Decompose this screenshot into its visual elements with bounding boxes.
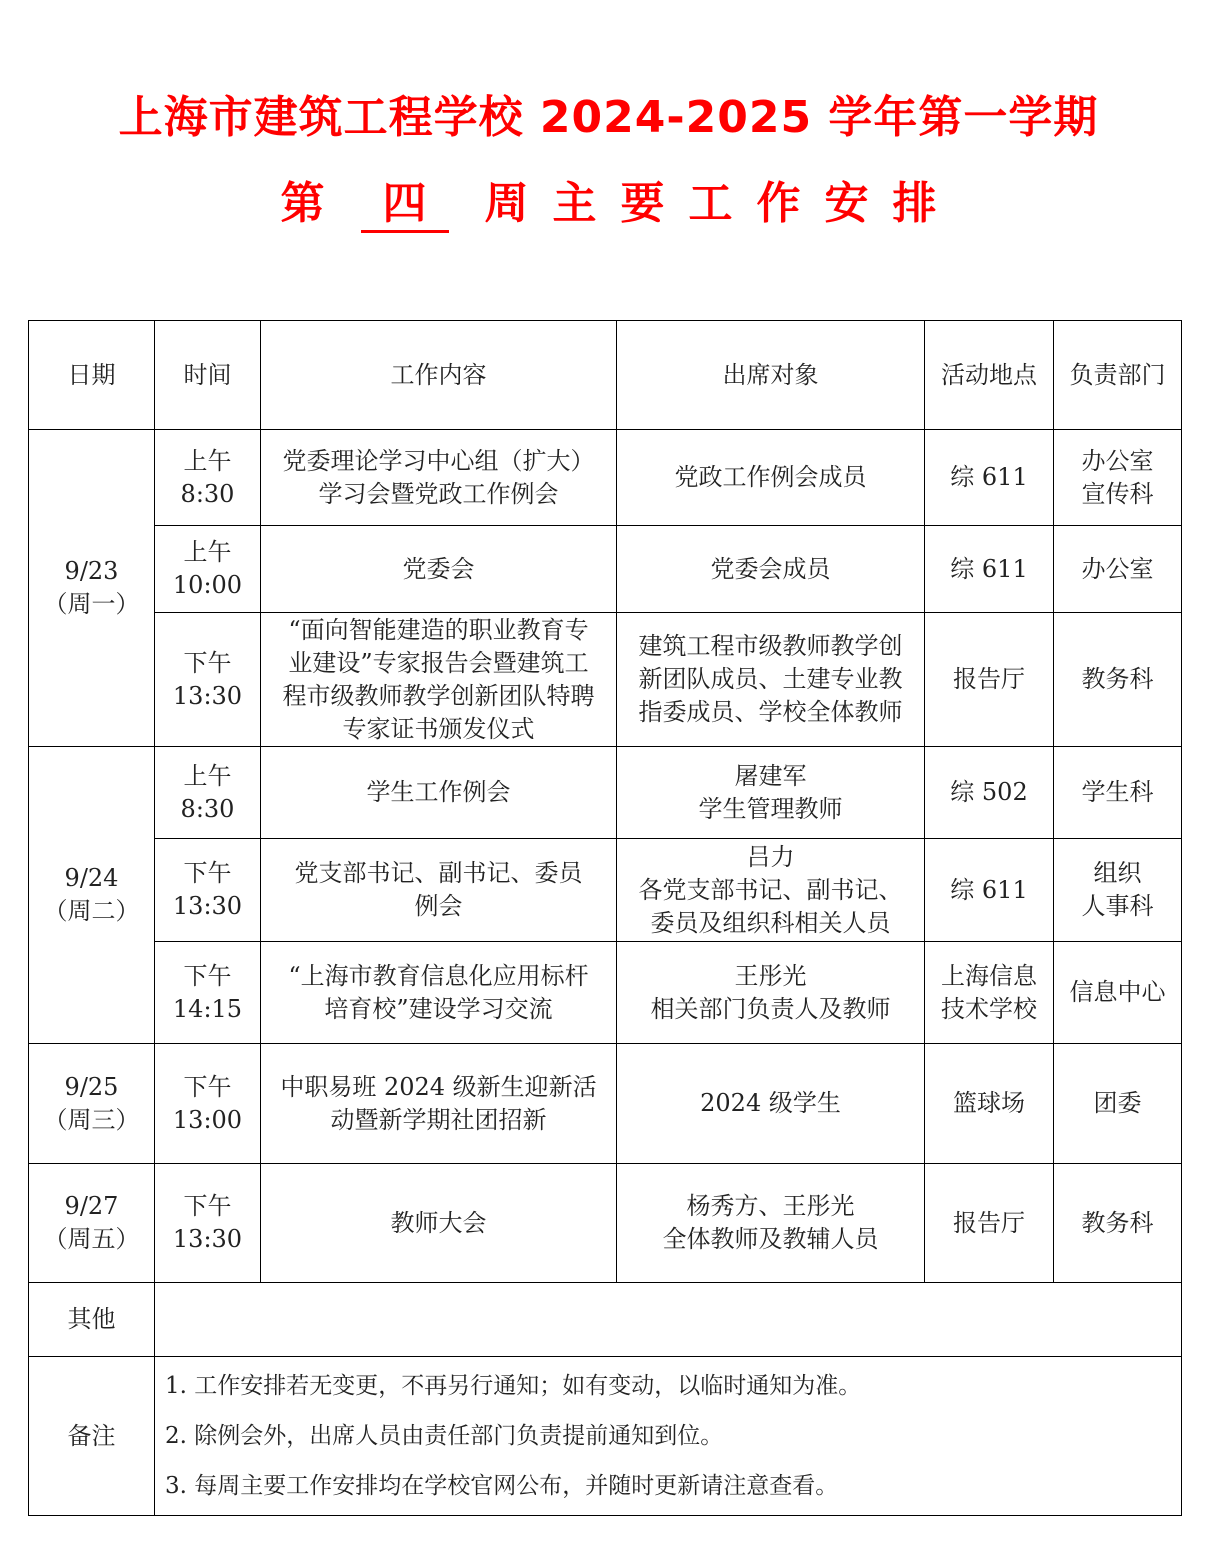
document-title: 上海市建筑工程学校 2024-2025 学年第一学期 <box>118 92 1099 143</box>
content-cell: 党委会 <box>261 526 617 613</box>
content-cell: “上海市教育信息化应用标杆 培育校”建设学习交流 <box>261 942 617 1044</box>
schedule-table <box>28 320 1182 1516</box>
content-cell: 党支部书记、副书记、委员 例会 <box>261 839 617 942</box>
content-cell: 中职易班 2024 级新生迎新活 动暨新学期社团招新 <box>261 1044 617 1164</box>
subtitle-char: 工 <box>688 178 733 229</box>
content-cell: “面向智能建造的职业教育专 业建设”专家报告会暨建筑工 程市级教师教学创新团队特聘 专家证书颁发仪式 <box>261 613 617 747</box>
date-cell: 9/27 （周五） <box>29 1164 155 1283</box>
subtitle-week-number: 四 <box>361 178 449 233</box>
header-time: 时间 <box>155 321 261 430</box>
department-cell: 教务科 <box>1054 1164 1182 1283</box>
attendees-cell: 杨秀方、王彤光 全体教师及教辅人员 <box>617 1164 925 1283</box>
document-subtitle <box>0 172 1217 236</box>
other-row <box>29 1283 1182 1357</box>
header-content: 工作内容 <box>261 321 617 430</box>
attendees-cell: 王彤光 相关部门负责人及教师 <box>617 942 925 1044</box>
department-cell: 办公室 <box>1054 526 1182 613</box>
content-cell: 教师大会 <box>261 1164 617 1283</box>
location-cell: 综 611 <box>925 839 1054 942</box>
subtitle-char: 作 <box>756 178 801 229</box>
time-cell: 上午 8:30 <box>155 747 261 839</box>
location-cell: 报告厅 <box>925 1164 1054 1283</box>
table-row <box>29 526 1182 613</box>
date-cell: 9/25 （周三） <box>29 1044 155 1164</box>
department-cell: 办公室 宣传科 <box>1054 430 1182 526</box>
table-row <box>29 942 1182 1044</box>
table-row <box>29 747 1182 839</box>
department-cell: 教务科 <box>1054 613 1182 747</box>
attendees-cell: 建筑工程市级教师教学创 新团队成员、土建专业教 指委成员、学校全体教师 <box>617 613 925 747</box>
time-cell: 下午 13:30 <box>155 613 261 747</box>
attendees-cell: 党政工作例会成员 <box>617 430 925 526</box>
subtitle-char: 安 <box>824 178 869 229</box>
location-cell: 上海信息 技术学校 <box>925 942 1054 1044</box>
table-row <box>29 839 1182 942</box>
table-row <box>29 1044 1182 1164</box>
subtitle-char: 主 <box>552 178 597 229</box>
time-cell: 下午 13:30 <box>155 839 261 942</box>
content-cell: 学生工作例会 <box>261 747 617 839</box>
department-cell: 团委 <box>1054 1044 1182 1164</box>
note-item: 1. 工作安排若无变更，不再另行通知；如有变动，以临时通知为准。 <box>165 1373 862 1399</box>
table-row <box>29 613 1182 747</box>
notes-cell <box>155 1357 1182 1516</box>
header-date: 日期 <box>29 321 155 430</box>
notes-row <box>29 1357 1182 1516</box>
subtitle-char: 排 <box>892 178 937 229</box>
table-row <box>29 430 1182 526</box>
attendees-cell: 屠建军 学生管理教师 <box>617 747 925 839</box>
subtitle-char: 要 <box>620 178 665 229</box>
note-item: 3. 每周主要工作安排均在学校官网公布，并随时更新请注意查看。 <box>165 1473 839 1499</box>
location-cell: 综 611 <box>925 430 1054 526</box>
location-cell: 报告厅 <box>925 613 1054 747</box>
location-cell: 综 502 <box>925 747 1054 839</box>
header-attendees: 出席对象 <box>617 321 925 430</box>
subtitle-prefix: 第 <box>280 178 325 229</box>
attendees-cell: 2024 级学生 <box>617 1044 925 1164</box>
location-cell: 综 611 <box>925 526 1054 613</box>
content-cell: 党委理论学习中心组（扩大） 学习会暨党政工作例会 <box>261 430 617 526</box>
other-label: 其他 <box>29 1283 155 1357</box>
note-item: 2. 除例会外，出席人员由责任部门负责提前通知到位。 <box>165 1423 724 1449</box>
other-value <box>155 1283 1182 1357</box>
header-row <box>29 321 1182 430</box>
time-cell: 下午 13:30 <box>155 1164 261 1283</box>
subtitle-char: 周 <box>484 178 529 229</box>
date-cell: 9/23 （周一） <box>29 430 155 747</box>
time-cell: 上午 10:00 <box>155 526 261 613</box>
notes-label: 备注 <box>29 1357 155 1516</box>
header-department: 负责部门 <box>1054 321 1182 430</box>
time-cell: 上午 8:30 <box>155 430 261 526</box>
table-row <box>29 1164 1182 1283</box>
attendees-cell: 吕力 各党支部书记、副书记、 委员及组织科相关人员 <box>617 839 925 942</box>
time-cell: 下午 14:15 <box>155 942 261 1044</box>
department-cell: 信息中心 <box>1054 942 1182 1044</box>
header-location: 活动地点 <box>925 321 1054 430</box>
department-cell: 组织 人事科 <box>1054 839 1182 942</box>
date-cell: 9/24 （周二） <box>29 747 155 1044</box>
department-cell: 学生科 <box>1054 747 1182 839</box>
location-cell: 篮球场 <box>925 1044 1054 1164</box>
attendees-cell: 党委会成员 <box>617 526 925 613</box>
time-cell: 下午 13:00 <box>155 1044 261 1164</box>
